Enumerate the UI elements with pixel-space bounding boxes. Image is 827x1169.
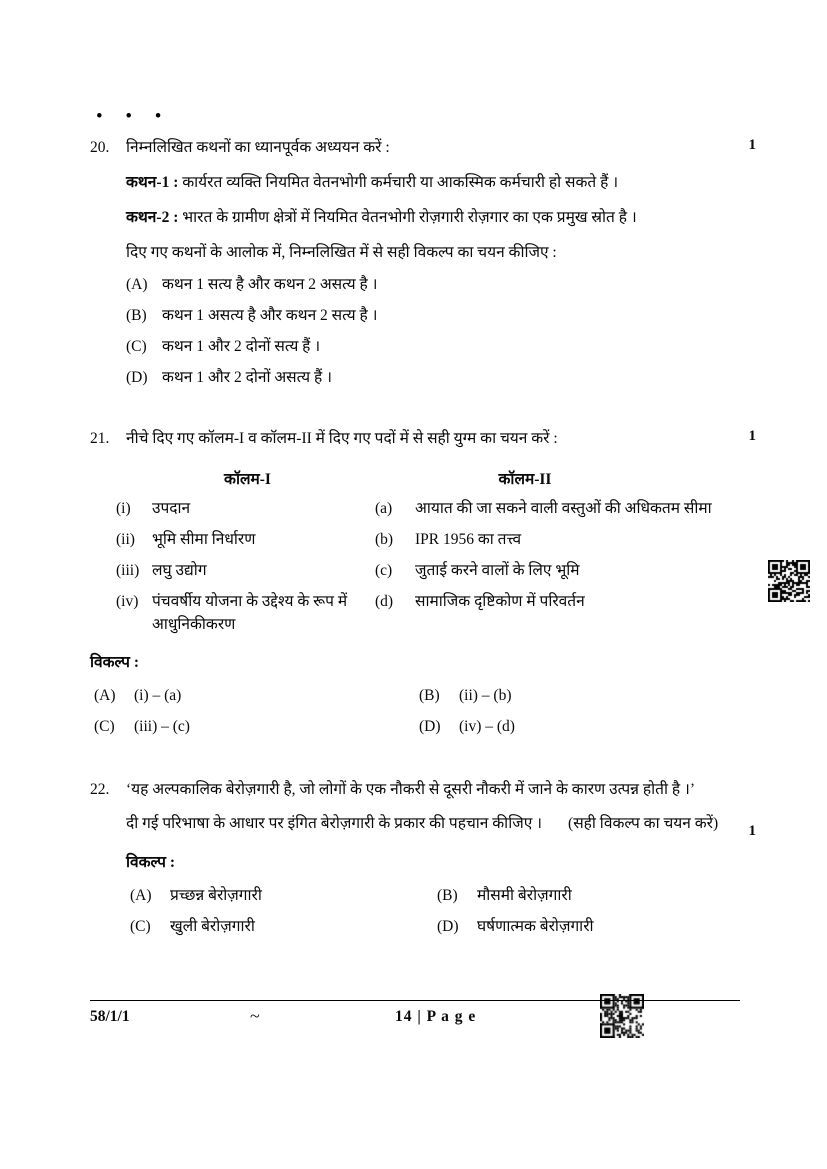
match-row: [90, 528, 740, 551]
match-right-text: आयात की जा सकने वाली वस्तुओं की अधिकतम सीमा: [415, 500, 712, 517]
match-left-num: (iii): [116, 562, 140, 579]
question-20-number: 20.: [90, 139, 110, 156]
qr-code-icon-margin: [768, 560, 810, 602]
column-1-header: कॉलम-I: [224, 471, 271, 488]
question-22-number: 22.: [90, 781, 110, 798]
question-20-marks: 1: [748, 137, 756, 153]
statement-1-label: कथन-1 :: [126, 174, 179, 191]
question-21: [90, 427, 756, 738]
match-left-num: (i): [116, 500, 131, 517]
option-c[interactable]: [126, 336, 740, 358]
question-20-statement-1: [126, 171, 740, 195]
option-a-text: कथन 1 सत्य है और कथन 2 असत्य है ।: [162, 276, 378, 293]
paper-code: 58/1/1: [90, 1008, 130, 1025]
match-left-num: (iv): [116, 593, 139, 610]
page-content: [90, 106, 756, 938]
option-b[interactable]: [126, 305, 740, 327]
option-b-label: (B): [437, 887, 458, 904]
question-22-marks: 1: [748, 823, 756, 839]
option-a[interactable]: [126, 885, 433, 907]
option-a-label: (A): [126, 276, 148, 293]
option-a-label: (A): [130, 887, 152, 904]
match-right-num: (c): [375, 562, 393, 579]
option-c[interactable]: [126, 916, 433, 938]
option-d-label: (D): [437, 918, 459, 935]
question-20-statement-2: [126, 206, 740, 230]
match-left-num: (ii): [116, 531, 135, 548]
question-20: [90, 136, 756, 389]
option-a-label: (A): [94, 687, 116, 704]
option-d[interactable]: [433, 916, 740, 938]
option-c[interactable]: [90, 716, 415, 738]
option-a[interactable]: [126, 274, 740, 296]
question-22-instruction-row: [126, 812, 740, 836]
option-d[interactable]: [126, 367, 740, 389]
match-row: [90, 590, 740, 636]
match-left-text: लघु उद्योग: [152, 562, 207, 579]
option-d-label: (D): [126, 369, 148, 386]
page-number: 14 | P a g e: [395, 1008, 477, 1025]
question-20-lead: दिए गए कथनों के आलोक में, निम्नलिखित में से सही विकल्प का चयन कीजिए :: [126, 244, 557, 261]
option-d-text: कथन 1 और 2 दोनों असत्य हैं ।: [162, 369, 333, 386]
match-right-num: (b): [375, 531, 394, 548]
column-2-header: कॉलम-II: [498, 471, 552, 488]
option-c-label: (C): [94, 718, 115, 735]
match-right-text: जुताई करने वालों के लिए भूमि: [415, 562, 580, 579]
match-left-text: उपदान: [152, 500, 191, 517]
option-d-text: घर्षणात्मक बेरोज़गारी: [477, 918, 594, 935]
option-b-label: (B): [419, 687, 440, 704]
option-c-text: खुली बेरोज़गारी: [170, 918, 255, 935]
footer-divider: [90, 1000, 740, 1001]
option-b-text: मौसमी बेरोज़गारी: [477, 887, 572, 904]
question-20-stem: निम्नलिखित कथनों का ध्यानपूर्वक अध्ययन करें :: [126, 139, 390, 156]
question-22-options: [126, 876, 740, 938]
option-b[interactable]: [433, 885, 740, 907]
option-d[interactable]: [415, 716, 740, 738]
match-row: [90, 559, 740, 582]
question-21-stem: नीचे दिए गए कॉलम-I व कॉलम-II में दिए गए पदों में से सही युग्म का चयन करें :: [126, 430, 558, 447]
question-22: [90, 778, 756, 938]
statement-1-text: कार्यरत व्यक्ति नियमित वेतनभोगी कर्मचारी या आकस्मिक कर्मचारी हो सकते हैं ।: [182, 174, 619, 191]
question-21-options-heading: विकल्प :: [90, 654, 140, 671]
option-c-label: (C): [126, 338, 147, 355]
option-b-label: (B): [126, 307, 147, 324]
question-21-number: 21.: [90, 430, 110, 447]
decoration-dots: • • •: [96, 106, 171, 127]
question-22-options-heading: विकल्प :: [126, 854, 176, 871]
option-a-text: प्रच्छन्न बेरोज़गारी: [170, 887, 262, 904]
page-footer: [90, 1004, 740, 1044]
match-right-num: (d): [375, 593, 394, 610]
match-row: [90, 497, 740, 520]
match-right-text: सामाजिक दृष्टिकोण में परिवर्तन: [415, 593, 585, 610]
match-right-num: (a): [375, 500, 393, 517]
option-d-label: (D): [419, 718, 441, 735]
question-22-stem: ‘यह अल्पकालिक बेरोज़गारी है, जो लोगों के एक नौकरी से दूसरी नौकरी में जाने के कारण उत्पन्न होती है ।’: [126, 781, 695, 798]
option-b-text: कथन 1 असत्य है और कथन 2 सत्य है ।: [162, 307, 378, 324]
option-c-text: (iii) – (c): [134, 718, 190, 735]
option-a-text: (i) – (a): [134, 687, 182, 704]
match-left-text: पंचवर्षीय योजना के उद्देश्य के रूप में आधुनिकीकरण: [152, 593, 348, 633]
option-d-text: (iv) – (d): [459, 718, 515, 735]
match-column-headers: [90, 467, 740, 489]
option-b-text: (ii) – (b): [459, 687, 512, 704]
option-a[interactable]: [90, 685, 415, 707]
question-20-options: [126, 274, 740, 389]
option-c-label: (C): [130, 918, 151, 935]
match-right-text: IPR 1956 का तत्त्व: [415, 531, 522, 548]
question-21-marks: 1: [748, 428, 756, 444]
option-c-text: कथन 1 और 2 दोनों सत्य हैं ।: [162, 338, 321, 355]
footer-tilde: ~: [250, 1006, 260, 1026]
question-21-options: [90, 676, 740, 738]
statement-2-label: कथन-2 :: [126, 209, 179, 226]
question-22-note: (सही विकल्प का चयन करें): [568, 815, 719, 832]
question-22-instruction: दी गई परिभाषा के आधार पर इंगित बेरोज़गारी के प्रकार की पहचान कीजिए ।: [126, 815, 543, 832]
option-b[interactable]: [415, 685, 740, 707]
statement-2-text: भारत के ग्रामीण क्षेत्रों में नियमित वेतनभोगी रोज़गारी रोज़गार का एक प्रमुख स्रोत है ।: [182, 209, 637, 226]
match-left-text: भूमि सीमा निर्धारण: [152, 531, 256, 548]
